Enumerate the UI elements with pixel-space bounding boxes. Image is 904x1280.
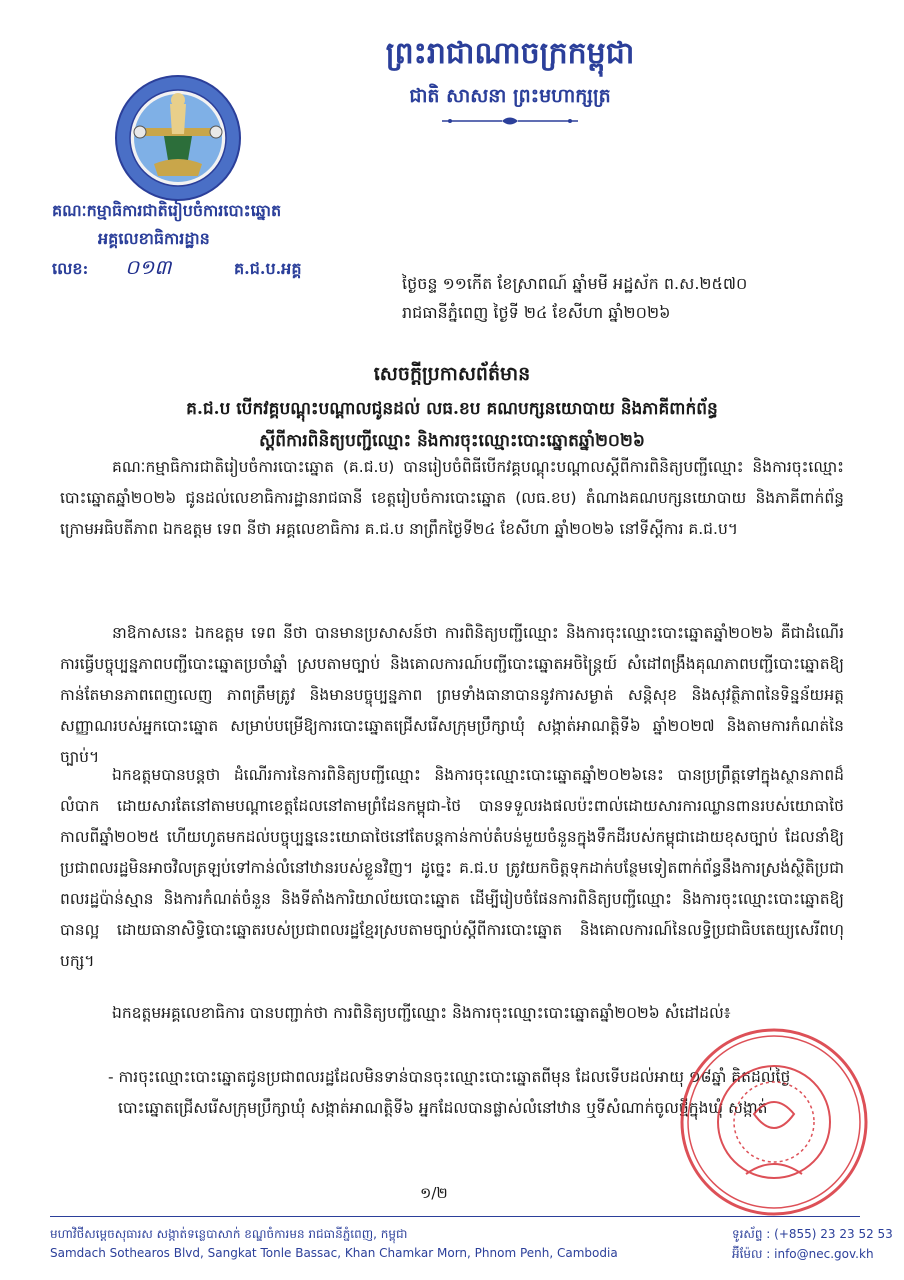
bullet-item: - ការចុះឈ្មោះបោះឆ្នោតជូនប្រជាពលរដ្ឋដែលមិនទាន់បានចុះឈ្មោះបោះឆ្នោតពីមុន ដែលទើបដល់អាយុ ១៨ឆ្នាំ គិតដល់ថ្ងៃបោះឆ្នោតជ្រើសរើសក្រុមប្រឹក្សាឃុំ សង្កាត់អាណត្តិទី៦ អ្នកដែលបានផ្លាស់លំនៅឋាន ឬទីសំណាក់ចូលថ្មីក្នុងឃុំ សង្កាត់ xyxy=(108,1068,791,1117)
document-subtitle-line2: ស្តីពីការពិនិត្យបញ្ជីឈ្មោះ និងការចុះឈ្មោះបោះឆ្នោតឆ្នាំ២០២៦ xyxy=(259,431,645,451)
body-paragraph: នាឱកាសនេះ ឯកឧត្តម ទេព នីថា បានមានប្រសាសន៍ថា ការពិនិត្យបញ្ជីឈ្មោះ និងការចុះឈ្មោះបោះឆ្នោតឆ្នាំ២០២៦ គឺជាដំណើរការធ្វើបច្ចុប្បន្នភាពបញ្ជីបោះឆ្នោតប្រចាំឆ្នាំ ស្របតាមច្បាប់ និងគោលការណ៍បញ្ជីបោះឆ្នោតអចិន្ត្រៃយ៍ សំដៅពង្រឹងគុណភាពបញ្ជីបោះឆ្នោតឱ្យកាន់តែមានភាពពេញលេញ ភាពត្រឹមត្រូវ និងមានបច្ចុប្បន្នភាព ព្រមទាំងធានាបាននូវការសម្ងាត់ សន្តិសុខ និងសុវត្ថិភាពនៃទិន្នន័យអត្តសញ្ញាណរបស់អ្នកបោះឆ្នោត សម្រាប់បម្រើឱ្យការបោះឆ្នោតជ្រើសរើសក្រុមប្រឹក្សាឃុំ សង្កាត់អាណត្តិទី៦ ឆ្នាំ២០២៧ និងតាមការកំណត់នៃច្បាប់។ xyxy=(60,624,844,766)
document-subtitle-line1: គ.ជ.ប បើកវគ្គបណ្តុះបណ្តាលជូនដល់ លធ.ខប គណបក្សនយោបាយ និងភាគីពាក់ព័ន្ធ xyxy=(186,399,718,419)
official-stamp xyxy=(676,1024,872,1220)
nec-logo-seal xyxy=(114,74,242,202)
page-number: ១/២ xyxy=(420,1184,448,1202)
date-solar: រាជធានីភ្នំពេញ ថ្ងៃទី ២៤ ខែសីហា ឆ្នាំ២០២៦ xyxy=(402,303,671,322)
ornament-divider xyxy=(440,114,580,128)
footer-divider xyxy=(50,1216,860,1217)
reference-number-handwritten: ០១៣ xyxy=(125,255,172,279)
reference-unit: គ.ជ.ប.អគ្គ xyxy=(234,259,302,278)
org-name-commission: គណៈកម្មាធិការជាតិរៀបចំការបោះឆ្នោត xyxy=(52,201,282,220)
document-title: សេចក្តីប្រកាសព័ត៌មាន xyxy=(373,363,531,385)
body-paragraph: ឯកឧត្តមអគ្គលេខាធិការ បានបញ្ជាក់ថា ការពិនិត្យបញ្ជីឈ្មោះ និងការចុះឈ្មោះបោះឆ្នោតឆ្នាំ២០២៦ សំដៅដល់៖ xyxy=(112,1004,731,1022)
national-motto: ជាតិ សាសនា ព្រះមហាក្សត្រ xyxy=(409,85,611,107)
footer-address-english: Samdach Sothearos Blvd, Sangkat Tonle Bassac, Khan Chamkar Morn, Phnom Penh, Cambodia xyxy=(50,1246,618,1260)
date-lunar: ថ្ងៃចន្ទ ១១កើត ខែស្រាពណ៍ ឆ្នាំមមី អដ្ឋស័ក ព.ស.២៥៧០ xyxy=(402,274,748,293)
body-paragraph: គណៈកម្មាធិការជាតិរៀបចំការបោះឆ្នោត (គ.ជ.ប) បានរៀបចំពិធីបើកវគ្គបណ្តុះបណ្តាលស្តីពីការពិនិត្យបញ្ជីឈ្មោះ និងការចុះឈ្មោះបោះឆ្នោតឆ្នាំ២០២៦ ជូនដល់លេខាធិការដ្ឋានរាជធានី ខេត្តរៀបចំការបោះឆ្នោត (លធ.ខប) តំណាងគណបក្សនយោបាយ និងភាគីពាក់ព័ន្ធ ក្រោមអធិបតីភាព ឯកឧត្តម ទេព នីថា អគ្គលេខាធិការ គ.ជ.ប នាព្រឹកថ្ងៃទី២៤ ខែសីហា ឆ្នាំ២០២៦ នៅទីស្តីការ គ.ជ.ប។ xyxy=(60,458,844,538)
footer-telephone: ទូរស័ព្ទ : (+855) 23 23 52 53 xyxy=(732,1227,893,1241)
footer-email: អ៊ីម៉ែល : info@nec.gov.kh xyxy=(732,1247,874,1261)
kingdom-title: ព្រះរាជាណាចក្រកម្ពុជា xyxy=(385,36,635,71)
footer-address-khmer: មហាវិថីសម្តេចសុធារស សង្កាត់ទន្លេបាសាក់ ខណ្ឌចំការមន រាជធានីភ្នំពេញ, កម្ពុជា xyxy=(50,1227,408,1241)
reference-label: លេខ: xyxy=(52,259,89,278)
org-name-secretariat: អគ្គលេខាធិការដ្ឋាន xyxy=(98,229,210,248)
body-paragraph: ឯកឧត្តមបានបន្តថា ដំណើរការនៃការពិនិត្យបញ្ជីឈ្មោះ និងការចុះឈ្មោះបោះឆ្នោតឆ្នាំ២០២៦នេះ បានប្រព្រឹត្តទៅក្នុងស្ថានភាពដ៏លំបាក ដោយសារតែនៅតាមបណ្តាខេត្តដែលនៅតាមព្រំដែនកម្ពុជា-ថៃ បានទទួលរងផលប៉ះពាល់ដោយសារការឈ្លានពានរបស់យោធាថៃកាលពីឆ្នាំ២០២៥ ហើយហូតមកដល់បច្ចុប្បន្ននេះយោធាថៃនៅតែបន្តកាន់កាប់តំបន់មួយចំនួនក្នុងទឹកដីរបស់កម្ពុជាដោយខុសច្បាប់ ដែលនាំឱ្យប្រជាពលរដ្ឋមិនអាចវិលត្រឡប់ទៅកាន់លំនៅឋានរបស់ខ្លួនវិញ។ ដូច្នេះ គ.ជ.ប ត្រូវយកចិត្តទុកដាក់បន្ថែមទៀតពាក់ព័ន្ធនឹងការស្រង់ស្ថិតិប្រជាពលរដ្ឋប៉ាន់ស្មាន និងការកំណត់ចំនួន និងទីតាំងការិយាល័យបោះឆ្នោត ដើម្បីរៀបចំផែនការពិនិត្យបញ្ជីឈ្មោះ និងការចុះឈ្មោះបោះឆ្នោតឱ្យបានល្អ ដោយធានាសិទ្ធិបោះឆ្នោតរបស់ប្រជាពលរដ្ឋខ្មែរស្របតាមច្បាប់ស្តីពីការបោះឆ្នោត និងគោលការណ៍នៃលទ្ធិប្រជាធិបតេយ្យសេរីពហុបក្ស។ xyxy=(60,766,844,970)
